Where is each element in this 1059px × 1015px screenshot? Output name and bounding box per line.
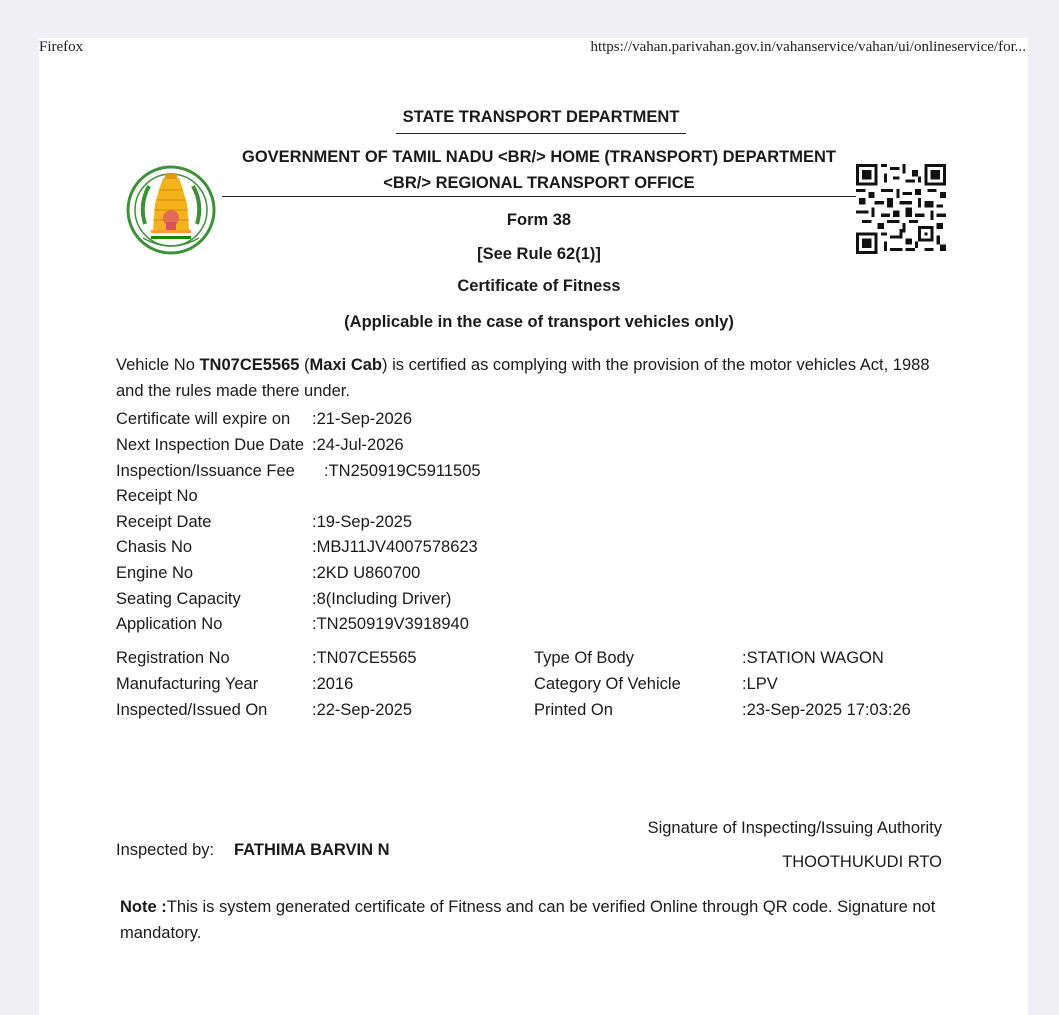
qr-code-icon xyxy=(856,164,946,254)
form-number: Form 38 xyxy=(506,211,572,229)
government-line-2: <BR/> REGIONAL TRANSPORT OFFICE xyxy=(383,174,695,192)
detail-label: Category Of Vehicle xyxy=(534,675,681,693)
detail-label: Type Of Body xyxy=(534,649,634,667)
tamil-nadu-emblem-icon xyxy=(125,164,217,256)
detail-value: :MBJ11JV4007578623 xyxy=(312,538,478,556)
detail-label: Application No xyxy=(116,615,223,633)
detail-label: Inspection/Issuance Fee xyxy=(116,462,295,480)
certification-statement xyxy=(116,352,946,404)
detail-value: :23-Sep-2025 17:03:26 xyxy=(742,701,911,719)
detail-label: Printed On xyxy=(534,701,613,719)
detail-value: :22-Sep-2025 xyxy=(312,701,412,719)
print-app-name: Firefox xyxy=(39,39,84,55)
statement-open-paren: ( xyxy=(299,356,310,374)
note-label: Note : xyxy=(120,898,167,916)
print-url: https://vahan.parivahan.gov.in/vahanservice/vahan/ui/onlineservice/for... xyxy=(590,39,1026,55)
detail-label: Inspected/Issued On xyxy=(116,701,268,719)
detail-label: Manufacturing Year xyxy=(116,675,259,693)
detail-value: :19-Sep-2025 xyxy=(312,513,412,531)
detail-label: Next Inspection Due Date xyxy=(116,436,305,454)
inspected-by-label: Inspected by: xyxy=(116,841,215,859)
note-text: This is system generated certificate of Fitness and can be verified Online through QR code. Signature not mandatory. xyxy=(120,898,936,942)
detail-value: :2KD U860700 xyxy=(312,564,421,582)
signature-title: Signature of Inspecting/Issuing Authority xyxy=(647,819,942,837)
detail-value: :STATION WAGON xyxy=(742,649,884,667)
statement-suffix: ) is certified as complying with the provision of the motor vehicles Act, 1988 and the rules made there under. xyxy=(116,356,930,400)
rto-office: THOOTHUKUDI RTO xyxy=(782,853,942,871)
government-line-1: GOVERNMENT OF TAMIL NADU <BR/> HOME (TRANSPORT) DEPARTMENT xyxy=(242,148,836,166)
statement-prefix: Vehicle No xyxy=(116,356,200,374)
detail-label: Engine No xyxy=(116,564,194,582)
detail-value: :TN250919V3918940 xyxy=(312,615,469,633)
detail-value: :2016 xyxy=(312,675,354,693)
department-title: STATE TRANSPORT DEPARTMENT xyxy=(396,108,686,134)
applicability-note: (Applicable in the case of transport vehicles only) xyxy=(344,313,734,331)
detail-label: Registration No xyxy=(116,649,230,667)
detail-value: :TN07CE5565 xyxy=(312,649,417,667)
certificate-page xyxy=(39,38,1028,1015)
certificate-title: Certificate of Fitness xyxy=(457,277,621,295)
detail-value: :21-Sep-2026 xyxy=(312,410,412,428)
detail-label: Receipt Date xyxy=(116,513,212,531)
print-header xyxy=(39,38,1028,58)
detail-label: Chasis No xyxy=(116,538,193,556)
detail-value: :TN250919C5911505 xyxy=(324,462,481,480)
header-divider xyxy=(222,196,859,197)
vehicle-class: Maxi Cab xyxy=(309,356,382,374)
inspector-name: FATHIMA BARVIN N xyxy=(234,841,390,859)
detail-value: :LPV xyxy=(742,675,778,693)
rule-reference: [See Rule 62(1)] xyxy=(477,245,601,263)
detail-value: :8(Including Driver) xyxy=(312,590,452,608)
detail-label: Receipt No xyxy=(116,487,198,505)
detail-label: Certificate will expire on xyxy=(116,410,291,428)
system-note xyxy=(120,894,950,946)
detail-value: :24-Jul-2026 xyxy=(312,436,404,454)
detail-label: Seating Capacity xyxy=(116,590,241,608)
vehicle-number: TN07CE5565 xyxy=(199,356,300,374)
